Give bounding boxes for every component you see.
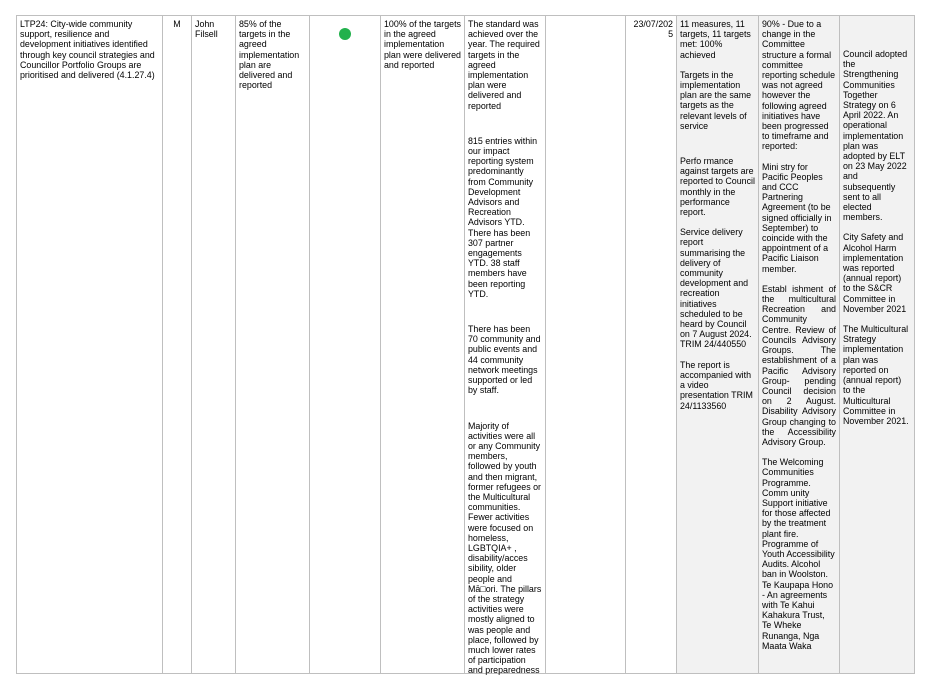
progress-paragraph: Mini stry for Pacific Peoples and CCC Partnering Agreement (to be signed officially in September) to coincide with the appointment of a Pacific Liaison member. [762,161,832,274]
summary-paragraph: Service delivery report summarising the delivery of community development and recreation initiatives scheduled to be heard by Council on 7 August 2024. TRIM 24/440550 [680,227,752,350]
history-paragraph: Council adopted the Strengthening Communities Together Strategy on 6 April 2022. An operational implementation plan was adopted by ELT on 23 May 2022 and subsequently sent to all elected members. [843,49,908,223]
level-text: M [173,19,181,29]
summary-paragraph: Targets in the implementation plan are the same targets as the relevant levels of service [680,69,752,131]
commentary-paragraph: There has been 70 community and public events and 44 community network meetings supported or led by staff. [468,324,541,396]
summary-paragraph: 11 measures, 11 targets, 11 targets met: 100% achieved [680,19,751,60]
progress-paragraph: 90% - Due to a change in the Committee structure a formal committee reporting schedule was not agreed however the following agreed initiatives have been progressed to timeframe and reported: [762,19,836,152]
summary-paragraph: Perfo rmance against targets are reported to Council monthly in the performance report. [680,156,755,218]
summary-cell [677,16,759,674]
target-text: 85% of the targets in the agreed implementation plan are delivered and reported [239,19,300,91]
table-row [17,16,915,674]
measure-text: LTP24: City-wide community support, resilience and development initiatives identified through key council strategies and Councillor Portfolio Groups are prioritised and delivered (4.1.27.4) [20,19,155,81]
status-cell [310,16,381,674]
progress-paragraph: Establ ishment of the multicultural Recreation and Community Centre. Review of Councils Advisory Groups. The establishment of a Pacific Advisory Group- pending Council decision on 2 August. Disability Advisory Group changing to the Accessibility Advisory Group. [762,283,836,447]
history-cell [840,16,915,674]
commentary-paragraph: 815 entries within our impact reporting system predominantly from Community Development Advisors and Recreation Advisors YTD. There has been 307 partner engagements YTD. 38 staff members have been reporting YTD. [468,135,538,299]
empty-cell [546,16,626,674]
history-paragraph: City Safety and Alcohol Harm implementation was reported (annual report) to the S&CR Committee in November 2021 [843,232,907,314]
target-cell [236,16,310,674]
performance-table [16,15,915,674]
history-paragraph: The Multicultural Strategy implementation plan was reported on (annual report) to the Multicultural Committee in November 2021. [843,324,909,426]
owner-text: John Filsell [195,19,218,40]
result-text: 100% of the targets in the agreed implementation plan were delivered and reported [384,19,461,70]
progress-cell [759,16,840,674]
date-text: 23/07/2025 [633,19,673,40]
status-indicator-dot [339,28,351,40]
progress-paragraph: The Welcoming Communities Programme. Comm unity Support initiative for those affected by the treatment plant fire. Programme of Youth Accessibility Audits. Alcohol ban in Woolston. Te Kaupapa Hono - An agreements with Te Kahui Kahakura Trust, Te Wheke Runanga, Nga Maata Waka [762,457,835,651]
owner-cell [192,16,236,674]
commentary-paragraph: Majority of activities were all or any Community members, followed by youth and then migrant, former refugees or the Multicultural communities. Fewer activities were focused on homeless, LGBTQIA+ , disability/acces sibility, older people and Mā□ori. The pillars of the strategy activities were mostly aligned to was people and place, followed by much lower rates of participation and preparedness [468,420,542,676]
commentary-cell [465,16,546,674]
summary-paragraph: The report is accompanied with a video presentation TRIM 24/1133560 [680,359,753,411]
commentary-paragraph: The standard was achieved over the year. The required targets in the agreed implementation plan were delivered and reported [468,19,540,111]
result-cell [381,16,465,674]
level-cell [163,16,192,674]
measure-cell [17,16,163,674]
date-cell [626,16,677,674]
